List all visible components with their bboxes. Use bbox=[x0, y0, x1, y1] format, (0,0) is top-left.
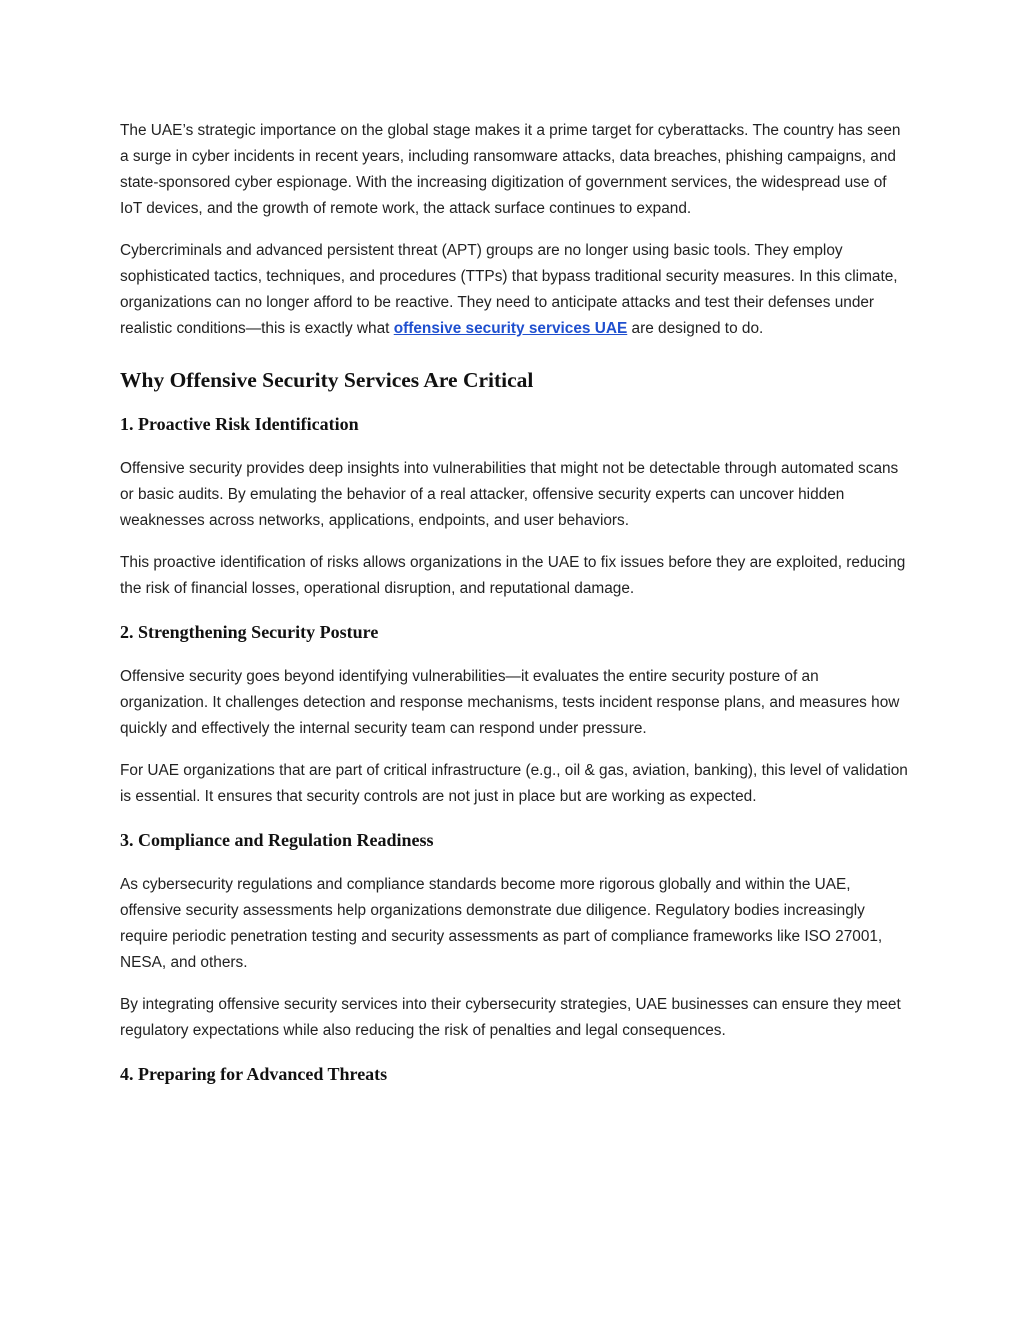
intro-paragraph-2 bbox=[120, 238, 910, 342]
intro-paragraph-2-text-after: are designed to do. bbox=[627, 320, 764, 337]
body-paragraph: For UAE organizations that are part of critical infrastructure (e.g., oil & gas, aviation, banking), this level of validation is essential. It ensures that security controls are not just in place but are working as expected. bbox=[120, 762, 908, 805]
subheading-proactive-risk: 1. Proactive Risk Identification bbox=[120, 414, 359, 434]
body-paragraph: This proactive identification of risks allows organizations in the UAE to fix issues before they are exploited, reducing the risk of financial losses, operational disruption, and reputational damage. bbox=[120, 554, 906, 597]
section-heading: Why Offensive Security Services Are Critical bbox=[120, 368, 534, 392]
intro-paragraph-1: The UAE’s strategic importance on the global stage makes it a prime target for cyberattacks. The country has seen a surge in cyber incidents in recent years, including ransomware attacks, data breaches, phishing campaigns, and state-sponsored cyber espionage. With the increasing digitization of government services, the widespread use of IoT devices, and the growth of remote work, the attack surface continues to expand. bbox=[120, 122, 901, 217]
subheading-security-posture: 2. Strengthening Security Posture bbox=[120, 622, 379, 642]
subheading-advanced-threats: 4. Preparing for Advanced Threats bbox=[120, 1064, 388, 1084]
subheading-compliance: 3. Compliance and Regulation Readiness bbox=[120, 830, 434, 850]
offensive-security-services-link[interactable]: offensive security services UAE bbox=[393, 320, 628, 337]
body-paragraph: By integrating offensive security services into their cybersecurity strategies, UAE businesses can ensure they meet regulatory expectations while also reducing the risk of penalties and legal consequences. bbox=[120, 996, 901, 1039]
body-paragraph: As cybersecurity regulations and compliance standards become more rigorous globally and within the UAE, offensive security assessments help organizations demonstrate due diligence. Regulatory bodies increasingly require periodic penetration testing and security assessments as part of compliance frameworks like ISO 27001, NESA, and others. bbox=[120, 876, 883, 971]
intro-paragraph-2-text-before: Cybercriminals and advanced persistent threat (APT) groups are no longer using basic tools. They employ sophisticated tactics, techniques, and procedures (TTPs) that bypass traditional security measures. In this climate, organizations can no longer afford to be reactive. They need to anticipate attacks and test their defenses under realistic conditions—this is exactly what bbox=[120, 242, 898, 337]
document-page bbox=[120, 118, 910, 1106]
body-paragraph: Offensive security provides deep insights into vulnerabilities that might not be detectable through automated scans or basic audits. By emulating the behavior of a real attacker, offensive security experts can uncover hidden weaknesses across networks, applications, endpoints, and user behaviors. bbox=[120, 460, 899, 529]
body-paragraph: Offensive security goes beyond identifying vulnerabilities—it evaluates the entire security posture of an organization. It challenges detection and response mechanisms, tests incident response plans, and measures how quickly and effectively the internal security team can respond under pressure. bbox=[120, 668, 900, 737]
